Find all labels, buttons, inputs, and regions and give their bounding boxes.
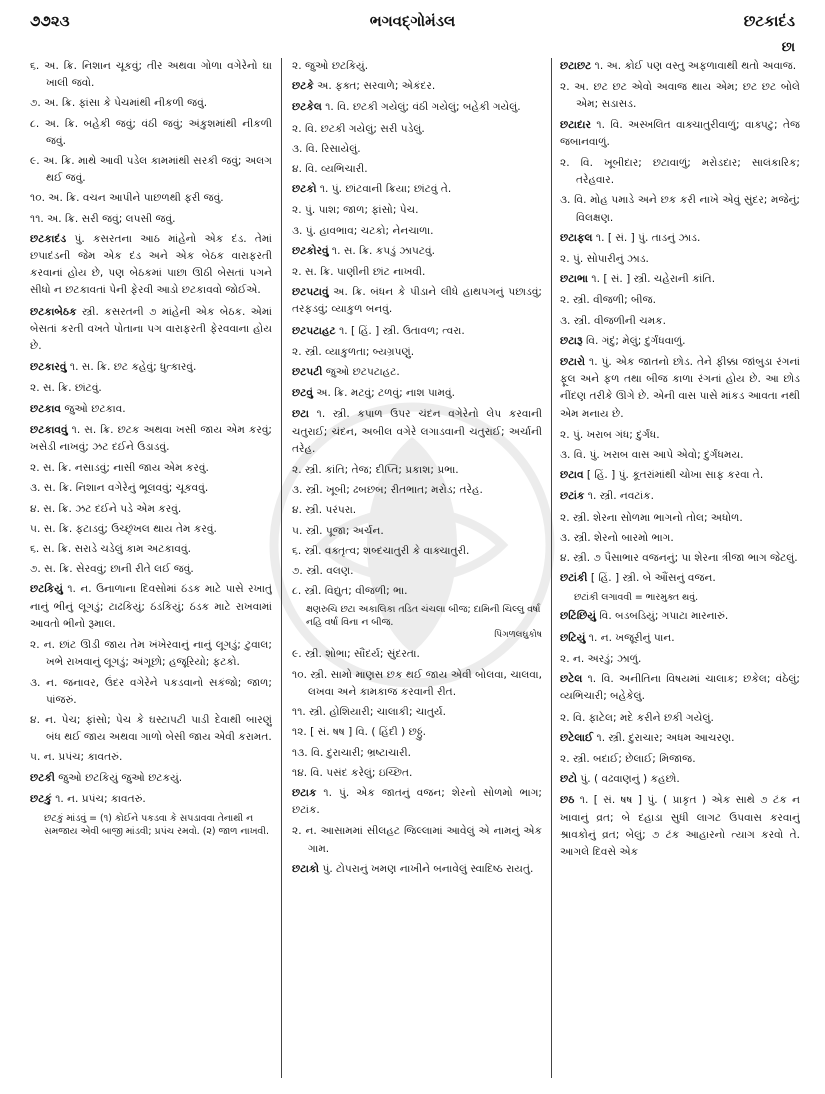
headword: છટકાવ [30,402,62,415]
sense-line: ૨. ન. છાંટ ઊડી જાય તેમ ખંખેરવાનું નાનું લૂગડું; ટુવાલ; ખભે રાખવાનું લૂગડું; અંગૂછો; હજૂરિયો; ફટકો. [30,639,272,669]
headword: છટારો [560,356,586,369]
sense-line: ૭. સ. ક્રિ. સેરવવું; છાની રીતે લઈ જવું. [30,563,194,576]
dictionary-entry [292,284,542,318]
guide-word: છટકાદંડ [743,12,795,30]
dictionary-entry [292,181,542,198]
definition: ૧. ન. પ્રપંચ; કાવતરું. [51,792,146,805]
definition: ૧. સ્ત્રી. દુરાચાર; અધમ આચરણ. [593,731,735,744]
definition: ૧. [ હિં. ] સ્ત્રી. ઉતાવળ; ત્વરા. [335,324,465,337]
headword: છટિયું [560,631,586,644]
column-1 [30,58,272,1088]
headword: છટાભા [560,273,589,286]
sense-line: ૧૨. [ સં. ષષ ] વિ. ( હિંદી ) છઠ્ઠું. [292,726,426,739]
sense-line: ૨. સ્ત્રી. કાંતિ; તેજ; દીપ્તિ; પ્રકાશ; પ્રભા. [292,464,459,477]
sense-line: ૭. સ્ત્રી. વલણ. [292,565,354,578]
headword: છટાકો [292,862,320,875]
example-quote [44,812,272,838]
dictionary-entry [560,671,800,705]
sense-line: ૨. અ. છટ છટ એવો અવાજ થાય એમ; છટ છટ બોલે એમ; સડાસડ. [560,81,800,111]
headword: છટપટી [292,366,323,379]
definition: ૧. અ. કોઈ પણ વસ્તુ અફળાવાથી થતો અવાજ. [591,60,797,72]
sense-line: ૨. પું. ખરાબ ગંધ; દુર્ગંધ. [560,428,660,441]
definition: ૧. [ સં. ] સ્ત્રી. ચહેરાની કાંતિ. [588,273,716,286]
headword: છટવું [292,387,313,400]
page-number: ૭૭૨૩ [30,12,70,30]
headword: છટો [560,773,578,786]
quote-text: છટકું માંડવું = (૧) કોઈને પકડવા કે સપડાવવા તેનાથી ન સમજાય એવી બાજી માંડવી; પ્રપંચ રમવો. (૨) જાળ નાખવી. [44,812,269,837]
dictionary-entry [30,304,272,356]
headword: છટકારવું [30,361,67,374]
dictionary-entry [292,323,542,340]
headword: છટકો [292,183,317,196]
dictionary-entry [30,791,272,808]
headword: છટકાબેઠક [30,305,77,318]
dictionary-entry [30,401,272,418]
sense-line: ૨. જુઓ છટકિયું. [292,60,369,72]
sense-line: ૬. સ્ત્રી. વક્તૃત્વ; શબ્દચાતુરી કે વાક્ચાતુરી. [292,544,470,557]
sense-line: ૩. સ્ત્રી. વીજળીની ચમક. [560,314,667,327]
headword: છઠ [560,794,575,807]
definition: ૧. સ્ત્રી. કપાળ ઉપર ચંદન વગેરેનો લેપ કરવાની ચતુરાઈ; ચંદન, અબીલ વગેરે લગાડવાની ચતુરાઈ; અર્ચાની તરેહ. [292,408,542,455]
dictionary-entry [30,581,272,633]
sense-line: ૨. વિ. ફાટેલ; મદે કરીને છકી ગયેલું. [560,711,714,724]
headword: છટારૂ [560,334,583,347]
headword: છટકાવવું [30,423,68,436]
headword: છટકું [30,792,52,805]
headword: છટિંછિયું [560,610,597,623]
sense-line: ૫. ન. પ્રપંચ; કાવતરું. [30,751,123,764]
dictionary-entry [560,570,800,587]
definition: ૧. [ સં. ષષ ] પું. ( પ્રાકૃત ) એક સાથે ૭ ટંક ન ખાવાનું વ્રત; બે દહાડા સુધી લાગટ ઉપવાસ કરવાનું શ્રાવકોનું વ્રત; બેલું; ૭ ટંક આહારનો ત્યાગ કરવો તે. આગલે દિવસે એક [560,794,800,858]
definition: અ. ક્રિ. બંધન કે પીડાને લીધે હાથપગનું પછાડવું; તરફડવું; વ્યાકુળ બનવું. [292,286,542,316]
headword: છટકે [292,80,314,93]
sense-line: ૨. વિ. છટકી ગયેલું; સરી પડેલું. [292,122,425,135]
dictionary-entry [560,771,800,788]
definition: ૧. પું. એક જાતનો છોડ. તેને ફીક્કા જાંબુડા રંગનાં ફૂલ અને ફળ તથા બીજ કાળા રંગનાં હોય છે. આ છોડ નીંદણ તરીકે ઊગે છે. એની વાસ પાસે માંકડ આવતા નથી એમ મનાય છે. [560,356,800,420]
headword: છટપટાવું [292,286,329,299]
sense-line: ૧૩. વિ. દુરાચારી; ભ્રષ્ટાચારી. [292,746,412,759]
dictionary-entry [30,359,272,376]
definition: [ હિં. ] પું. કૂતરાંમાંથી ચોખા સાફ કરવા તે. [583,469,764,482]
definition: ૧. સ. ક્રિ. કપડું ઝાપટવું. [328,244,436,257]
sense-line: ૨. સ. ક્રિ. છાંટવું. [30,382,102,395]
book-title: ભગવદ્ગોમંડલ [369,12,456,30]
definition: પું. ટોપરાનું ખમણ નાખીને બનાવેલું સ્વાદિષ્ઠ રાયતું. [319,862,534,875]
dictionary-entry [560,730,800,747]
dictionary-entry [292,78,542,95]
definition: પું. કસરતના આઠ માંહેનો એક દંડ. તેમાં છપાદંડની જેમ એક દંડ અને એક બેઠક વારાફરતી કરવાનાં હોય છે, પણ બેઠકમાં પાછા ઊઠી બેસતાં પગને સીધો ન છટકાવતાં પેની ફેરવી આડો છટકાવવો જોઈએ. [30,232,272,297]
sense-line: ૨. સ. ક્રિ. નસાડવું; નાસી જાય એમ કરવું. [30,462,209,475]
sense-line: ૩. ન. જનાવર, ઉંદર વગેરેને પકડવાનો સકંજો; જાળ; પાંજરું. [30,676,272,706]
sense-line: ૭. અ. ક્રિ. ફાંસા કે પેચમાંથી નીકળી જવું. [30,97,208,110]
dictionary-entry [560,58,800,75]
headword: છટાછટ [560,60,592,72]
sense-line: ૯. સ્ત્રી. શોભા; સૌંદર્ય; સુંદરતા. [292,648,420,661]
definition: ૧. [ સં. ] પું. તાડનું ઝાડ. [592,231,701,244]
dictionary-entry [560,271,800,288]
sense-line: ૨. સ્ત્રી. વ્યાકુળતા; બ્યગ્રપણું. [292,345,415,358]
headword: છટેલ [560,673,583,686]
quote-text: છટાંકી લગાવવી = ભારમુક્ત થવું. [574,592,699,604]
headword: છટકેલ [292,101,322,114]
headword: છટાંકી [560,572,588,585]
dictionary-entry [30,231,272,300]
sense-line: ૪. સ્ત્રી. ૭ પૈસાભાર વજનનું; પા શેરના ત્રીજા ભાગ જેટલું. [560,552,798,565]
headword: છટકી [30,771,55,784]
sense-line: ૮. સ્ત્રી. વિદ્યુત; વીજળી; ભા. [292,585,408,598]
sense-line: ૪. વિ. વ્યભિચારી. [292,163,368,176]
sense-line: ૨. સ. ક્રિ. પાણીની છાંટ નાખવી. [292,266,426,279]
dictionary-entry [30,770,272,787]
headword: છટાક [292,786,317,799]
sense-line: ૧૧. સ્ત્રી. હોશિયારી; ચાલાકી; ચાતુર્ય. [292,706,447,719]
sense-line: ૩. વિ. પું. ખરાબ વાસ આપે એવો; દુર્ગંધમય. [560,449,744,462]
headword: છટકોરવું [292,244,329,257]
headword: છટાદાર [560,118,591,131]
headword: છટકિયું [30,583,63,596]
sense-line: ૨. ન. આસામમાં સીલહટ જિલ્લામાં આવેલું એ નામનું એક ગામ. [292,825,542,855]
headword: છટાવ [560,469,584,482]
headword: છટા [292,408,309,421]
dictionary-entry [560,488,800,505]
dictionary-entry [560,230,800,247]
dictionary-entry [292,99,542,116]
definition: સ્ત્રી. કસરતની ૭ માંહેની એક બેઠક. એમાં બેસતાં કરતી વખતે પોતાના પગ વારાફરતી ફેરવવાના હોય છે. [30,305,272,353]
sense-line: ૮. અ. ક્રિ. બહેકી જવું; વંઠી જવું; અંકુશમાંથી નીકળી જવું. [30,117,272,147]
definition: ૧. સ. ક્રિ. છટક અથવા ખસી જાય એમ કરવું; ખસેડી નાખવું; ઝટ દઈને ઉડાડવું. [30,423,272,454]
dictionary-entry [560,333,800,350]
quote-text: ક્ષણરુચિ છટા અકાલિકા તડિત ચંચલા બીજ; દામિની ચિલ્લુ વર્ષા નહિ વર્ષા વિના ન બીજ. [306,604,541,629]
sense-line: ૩. પું. હાવભાવ; ચટકો; નેનચાળા. [292,224,434,237]
definition: ૧. સ. ક્રિ. છટ કહેવું; ધુત્કારવું. [66,361,197,374]
dictionary-entry [292,243,542,260]
column-3 [560,58,800,1088]
definition: ૧. વિ. અનીતિના વિષયમાં ચાલાક; છકેલ; વંઠેલું; વ્યભિચારી; બહેકેલું. [560,673,800,703]
definition: ૧. ન. ઉનાળાના દિવસોમાં ઠંડક માટે પાસે રખાતું નાનું ભીનું લૂગડું; ટાઢકિયું; ઠંડકિયું; ઠંડક માટે રાખવામાં આવતો ભીનો રૂમાલ. [30,583,272,630]
sub-guide-word: છા [781,40,795,55]
definition: ૧. વિ. અસ્ખલિત વાક્ચાતુરીવાળું; વાક્પટુ; તેજ જબાનવાળું. [560,118,800,148]
headword: છટાંક [560,490,585,503]
sense-line: ૨. સ્ત્રી. શેરના સોળમા ભાગનો તોલ; અધોળ. [560,511,743,524]
dictionary-entry [560,117,800,151]
sense-line: ૩. સ્ત્રી. ખૂબી; ઢબછબ; રીતભાત; મરોડ; તરેહ. [292,484,483,497]
dictionary-entry [292,385,542,402]
sense-line: ૧૦. અ. ક્રિ. વચન આપીને પાછળથી ફરી જવું. [30,192,224,205]
dictionary-entry [560,792,800,861]
sense-line: ૫. સ્ત્રી. પૂજા; અર્ચન. [292,524,384,537]
definition: પું. ( વઢવાણનું ) કહછો. [577,773,680,786]
sense-line: ૩. વિ. મોહ પમાડે અને છક કરી નાખે એવું સુંદર; મજેનું; વિલક્ષણ. [560,194,800,224]
sense-line: ૨. પું. સોપારીનું ઝાડ. [560,253,649,266]
dictionary-entry [560,608,800,625]
definition: [ હિં. ] સ્ત્રી. બે ઔંસનું વજન. [587,572,716,585]
dictionary-entry [292,785,542,819]
sense-line: ૧૪. વિ. પસંદ કરેલું; ઇચ્છિત. [292,766,413,779]
sense-line: ૨. ન. અરડું; ઝાળું. [560,652,642,665]
column-divider [551,58,552,1078]
quote-source: પિંગળલઘુકોષ [494,630,542,641]
definition: વિ. બડબડિયું; ગપાટા મારનારું. [596,610,729,623]
column-2 [292,58,542,1088]
sense-line: ૪. ન. પેચ; ફાંસો; પેચ કે ઘસ્ટાપટી પાડી દેવાથી બારણું બંધ થઈ જાય અથવા ગાળો બેસી જાય એવી કરામત. [30,713,272,744]
example-quote [306,603,542,642]
sense-line: ૬. સ. ક્રિ. સરાડે ચડેલું કામ અટકાવવું. [30,543,191,556]
example-quote [574,591,800,604]
sense-line: ૬. અ. ક્રિ. નિશાન ચૂકવું; તીર અથવા ગોળા વગેરેનો ઘા ખાલી જવો. [30,60,272,90]
definition: ૧. પું. છાંટવાની ક્રિયા; છાંટવું તે. [316,183,452,196]
definition: ૧. ન. ખજૂરીનું પાન. [585,631,675,644]
page-header [30,12,795,38]
sense-line: ૩. સ. ક્રિ. નિશાન વગેરેનું ભૂલવવું; ચૂકવવું. [30,482,209,495]
headword: છટાફલ [560,231,593,244]
headword: છટકાદંડ [30,232,67,245]
sense-line: ૧૦. સ્ત્રી. સામો માણસ છક થઈ જાય એવી બોલવા, ચાલવા, લખવા અને કામકાજ કરવાની રીત. [292,668,542,698]
definition: ૧. પું. એક જાતનું વજન; શેરનો સોળમો ભાગ; છટાંક. [292,786,542,817]
sense-line: ૪. સ. ક્રિ. ઝટ દઈને પડે એમ કરવું. [30,502,182,515]
sense-line: ૨. વિ. ખૂબીદાર; છટાવાળું; મરોડદાર; સાલંકારિક; તરેહવાર. [560,157,800,187]
sense-line: ૨. સ્ત્રી. બદાઈ; છેલાઈ; મિજાજ. [560,752,696,765]
definition: અ. ક્રિ. મટવું; ટળવું; નાશ પામવું. [312,387,455,400]
sense-line: ૩. વિ. રિસાયેલું. [292,142,361,155]
dictionary-entry [560,354,800,423]
headword: છટેલાઈ [560,731,594,744]
sense-line: ૩. સ્ત્રી. શેરનો બારમો ભાગ. [560,531,674,544]
definition: ૧. સ્ત્રી. નવટાંક. [584,490,655,503]
definition: જુઓ છટકિયું જુઓ છટકયું. [54,771,183,784]
dictionary-entry [292,364,542,381]
dictionary-entry [30,422,272,456]
dictionary-entry [292,406,542,458]
sense-line: ૪. સ્ત્રી. પરંપરા. [292,504,357,517]
sense-line: ૫. સ. ક્રિ. ફટાડવું; ઉચ્છૃંખલ થાય તેમ કરવું. [30,522,217,535]
definition: જુઓ છટકાવ. [61,402,126,415]
definition: ૧. વિ. છટકી ગયેલું; વંઠી ગયેલું; બહેકી ગયેલું. [321,101,521,114]
dictionary-entry [292,861,542,878]
definition: વિ. ગંદું; મેલું; દુર્ગંધવાળું. [582,334,686,347]
definition: જુઓ છટપટાહટ. [322,366,400,379]
definition: અ. ફક્ત; સરવાળે; એકંદર. [313,80,436,93]
sense-line: ૨. પું. પાશ; જાળ; ફાંસો; પેચ. [292,204,419,217]
sense-line: ૧૧. અ. ક્રિ. સરી જવું; લપસી જવું. [30,212,176,225]
headword: છટપટાહટ [292,324,336,337]
column-divider [281,58,282,1078]
sense-line: ૨. સ્ત્રી. વીજળી; બીજ. [560,294,656,307]
dictionary-entry [560,630,800,647]
sense-line: ૯. અ. ક્રિ. માથે આવી પડેલ કામમાંથી સરકી જવું; અલગ થઈ જવું. [30,155,272,185]
dictionary-entry [560,467,800,484]
